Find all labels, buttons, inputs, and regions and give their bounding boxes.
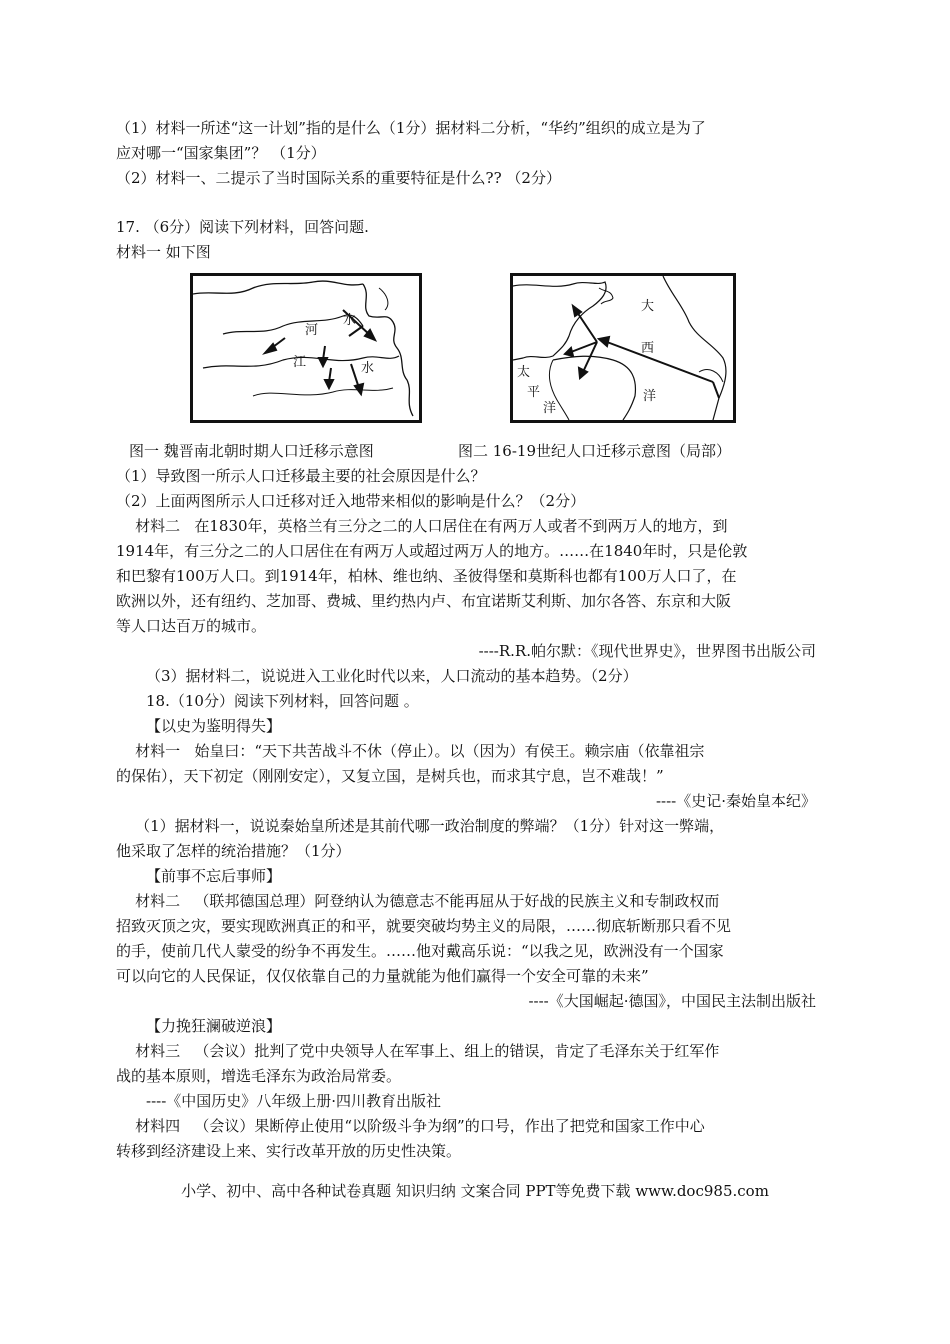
- q18-material1-source: ----《史记·秦始皇本纪》: [655, 792, 816, 810]
- map-wei-jin-migration: [190, 273, 422, 423]
- map2-label-yang1: 洋: [643, 389, 657, 404]
- q17-material2-line: 等人口达百万的城市。: [116, 617, 267, 635]
- q17-sub2: （2）上面两图所示人口迁移对迁入地带来相似的影响是什么？（2分）: [116, 492, 586, 510]
- q18-material3-source: ----《中国历史》八年级上册·四川教育出版社: [146, 1092, 442, 1110]
- q17-material2-line: 材料二 在1830年，英格兰有三分之二的人口居住在有两万人或者不到两万人的地方，到: [116, 517, 728, 535]
- map1-label-shui2: 水: [361, 361, 375, 376]
- q17-material2-line: 欧洲以外，还有纽约、芝加哥、费城、里约热内卢、布宜诺斯艾利斯、加尔各答、东京和大阪: [116, 592, 732, 610]
- q18-section2: 【前事不忘后事师】: [146, 867, 282, 885]
- q18-sub1-line: （1）据材料一，说说秦始皇所述是其前代哪一政治制度的弊端？（1分）针对这一弊端，: [116, 817, 725, 835]
- q17-material2-source: ----R.R.帕尔默：《现代世界史》，世界图书出版公司: [478, 642, 816, 660]
- q16-sub2: （2）材料一、二提示了当时国际关系的重要特征是什么?? （2分）: [116, 169, 561, 187]
- q18-material4-line: 材料四 （会议）果断停止使用“以阶级斗争为纲”的口号，作出了把党和国家工作中心: [116, 1117, 705, 1135]
- map2-label-xi: 西: [641, 341, 655, 356]
- q18-material2-line: 的手，使前几代人蒙受的纷争不再发生。……他对戴高乐说：“以我之见，欧洲没有一个国家: [116, 942, 724, 960]
- q18-material2-line: 材料二 （联邦德国总理）阿登纳认为德意志不能再屈从于好战的民族主义和专制政权而: [116, 892, 720, 910]
- q18-section1: 【以史为鉴明得失】: [146, 717, 282, 735]
- q16-sub1-line1: （1）材料一所述“这一计划”指的是什么（1分）据材料二分析，“华约”组织的成立是为了: [116, 119, 706, 137]
- map1-caption: 图一 魏晋南北朝时期人口迁移示意图: [129, 442, 374, 460]
- q17-sub3: （3）据材料二，说说进入工业化时代以来，人口流动的基本趋势。（2分）: [146, 667, 638, 685]
- q16-sub1-line2: 应对哪一“国家集团”？ （1分）: [116, 144, 326, 162]
- map2-label-da: 大: [641, 299, 655, 314]
- q17-sub1: （1）导致图一所示人口迁移最主要的社会原因是什么？: [116, 467, 486, 485]
- q17-material2-line: 1914年，有三分之二的人口居住在有两万人或超过两万人的地方。……在1840年时，只是伦敦: [116, 542, 748, 560]
- q18-section3: 【力挽狂澜破逆浪】: [146, 1017, 282, 1035]
- q18-material1-line: 的保佑），天下初定（刚刚安定），又复立国，是树兵也，而求其宁息，岂不难哉！”: [116, 767, 664, 785]
- q17-header: 17. （6分）阅读下列材料，回答问题.: [116, 218, 369, 236]
- map2-label-yang2: 洋: [543, 401, 557, 416]
- q18-material2-source: ----《大国崛起·德国》，中国民主法制出版社: [528, 992, 816, 1010]
- map-atlantic-migration: [510, 273, 736, 423]
- map2-caption: 图二 16-19世纪人口迁移示意图（局部）: [458, 442, 732, 460]
- q17-material2-line: 和巴黎有100万人口。到1914年，柏林、维也纳、圣彼得堡和莫斯科也都有100万人口了，在: [116, 567, 737, 585]
- q18-material2-line: 招致灭顶之灾，要实现欧洲真正的和平，就要突破均势主义的局限，……彻底斩断那只看不见: [116, 917, 732, 935]
- q18-sub1-line: 他采取了怎样的统治措施？（1分）: [116, 842, 351, 860]
- q17-material1-label: 材料一 如下图: [116, 243, 211, 261]
- map1-label-shui1: 水: [343, 313, 357, 328]
- q18-material3-line: 材料三 （会议）批判了党中央领导人在军事上、组上的错误，肯定了毛泽东关于红军作: [116, 1042, 720, 1060]
- q18-material4-line: 转移到经济建设上来、实行改革开放的历史性决策。: [116, 1142, 462, 1160]
- map1-label-jiang: 江: [293, 355, 307, 370]
- map1-label-he: 河: [305, 323, 319, 338]
- q18-header: 18.（10分）阅读下列材料，回答问题 。: [146, 692, 419, 710]
- map2-label-tai: 太: [517, 365, 531, 380]
- q18-material2-line: 可以向它的人民保证，仅仅依靠自己的力量就能为他们赢得一个安全可靠的未来”: [116, 967, 649, 985]
- page-footer: 小学、初中、高中各种试卷真题 知识归纳 文案合同 PPT等免费下载 www.doc985.com: [181, 1182, 769, 1200]
- map2-label-ping: 平: [527, 385, 541, 400]
- q18-material3-line: 战的基本原则，增选毛泽东为政治局常委。: [116, 1067, 402, 1085]
- q18-material1-line: 材料一 始皇曰：“天下共苦战斗不休（停止）。以（因为）有侯王。赖宗庙（依靠祖宗: [116, 742, 705, 760]
